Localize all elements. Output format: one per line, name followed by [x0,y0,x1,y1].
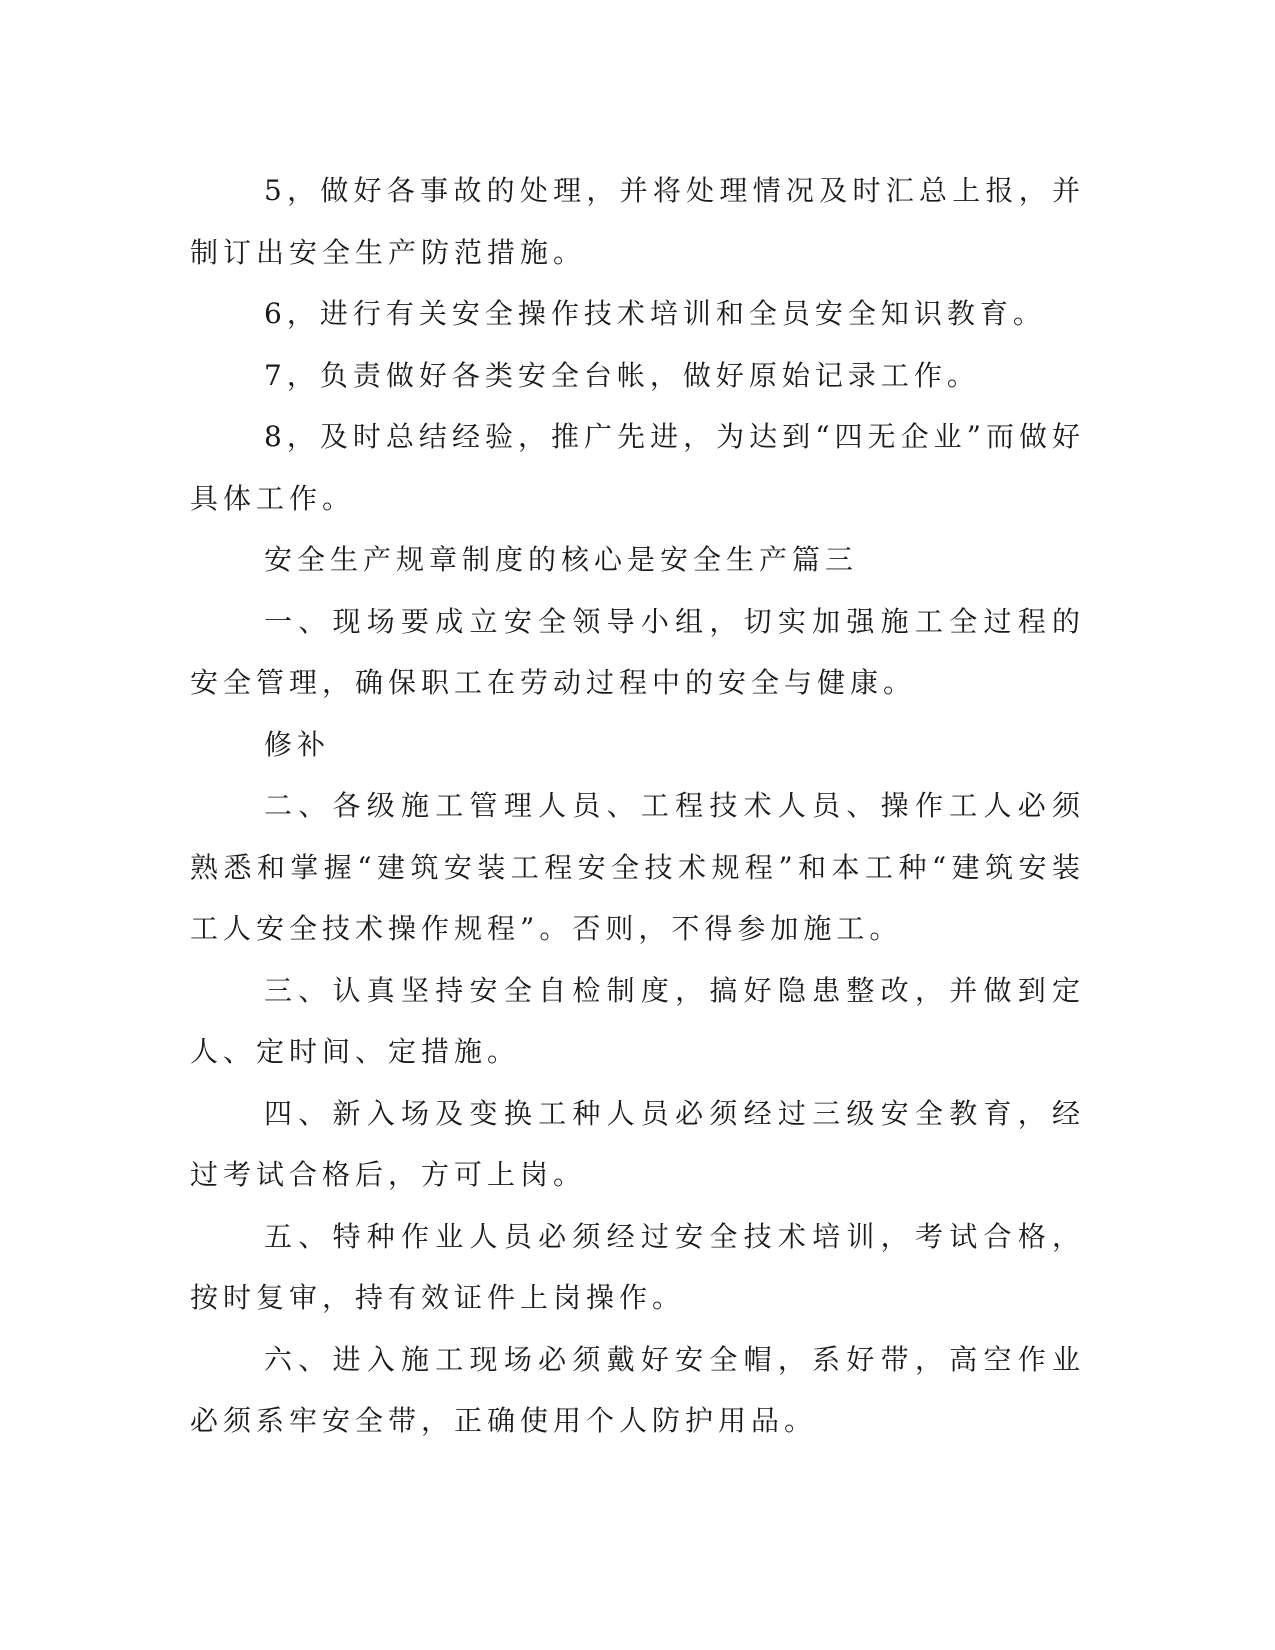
paragraph-5: 5，做好各事故的处理，并将处理情况及时汇总上报，并制订出安全生产防范措施。 [190,174,1085,269]
paragraph-6: 6，进行有关安全操作技术培训和全员安全知识教育。 [264,297,1046,330]
paragraph-two: 二、各级施工管理人员、工程技术人员、操作工人必须熟悉和掌握“建筑安装工程安全技术规程”和本工种“建筑安装工人安全技术操作规程”。否则，不得参加施工。 [190,789,1085,945]
paragraph-note: 修补 [264,727,331,761]
paragraph-one: 一、现场要成立安全领导小组，切实加强施工全过程的安全管理，确保职工在劳动过程中的安全与健康。 [190,604,1085,699]
paragraph-8: 8，及时总结经验，推广先进，为达到“四无企业”而做好具体工作。 [190,420,1085,515]
section-heading: 安全生产规章制度的核心是安全生产篇三 [264,543,859,576]
document-body [190,160,1085,1452]
paragraph-three: 三、认真坚持安全自检制度，搞好隐患整改，并做到定人、定时间、定措施。 [190,973,1085,1068]
paragraph-four: 四、新入场及变换工种人员必须经过三级安全教育，经过考试合格后，方可上岗。 [190,1096,1085,1191]
paragraph-six: 六、进入施工现场必须戴好安全帽，系好带，高空作业必须系牢安全带，正确使用个人防护用品。 [190,1342,1085,1437]
paragraph-five: 五、特种作业人员必须经过安全技术培训，考试合格，按时复审，持有效证件上岗操作。 [190,1219,1085,1314]
paragraph-7: 7，负责做好各类安全台帐，做好原始记录工作。 [264,358,980,392]
